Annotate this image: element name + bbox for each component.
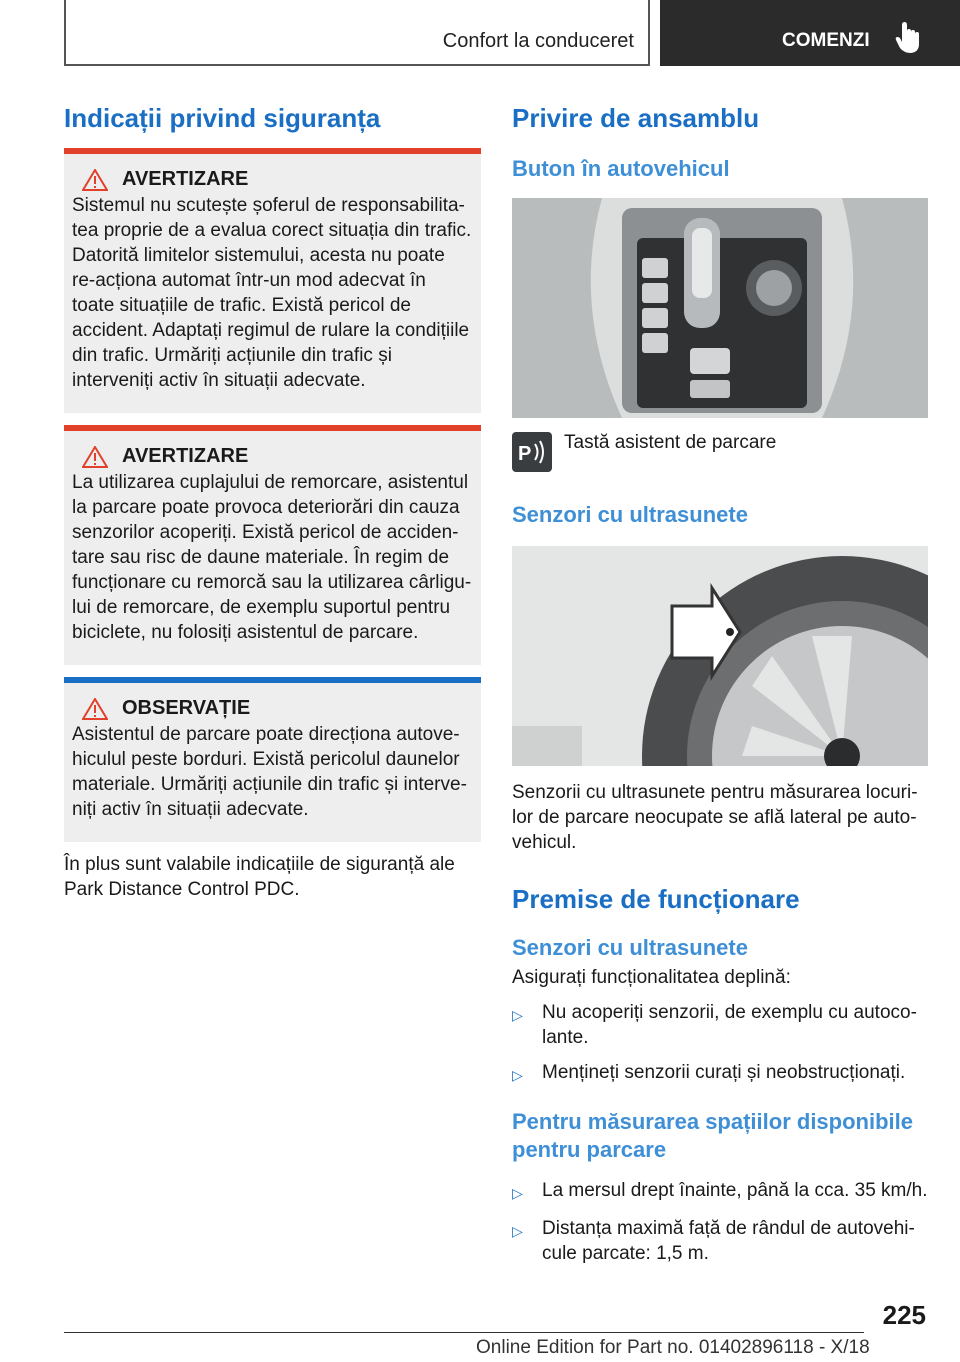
triangle-bullet-icon: ▷ bbox=[512, 1007, 523, 1023]
footer-divider bbox=[64, 1332, 864, 1333]
triangle-bullet-icon: ▷ bbox=[512, 1067, 523, 1083]
list-item-text: La mersul drept înainte, până la cca. 35 km/h. bbox=[542, 1180, 928, 1201]
sensors-description: Senzorii cu ultrasunete pentru măsurarea locuri-lor de parcare neocupate se află lateral pe auto-vehicul. bbox=[512, 782, 918, 853]
warning-label: AVERTIZARE bbox=[122, 445, 249, 467]
warning-box-2 bbox=[64, 425, 481, 665]
warning-box-1 bbox=[64, 148, 481, 413]
svg-text:P: P bbox=[518, 443, 532, 465]
list-item bbox=[512, 1060, 928, 1088]
conditions-title: Premise de funcționare bbox=[512, 884, 800, 914]
header-section-label: Confort la conduceret bbox=[442, 30, 634, 52]
safety-title: Indicații privind siguranța bbox=[64, 103, 381, 133]
note-label: OBSERVAȚIE bbox=[122, 697, 251, 719]
note-triangle-icon bbox=[82, 698, 108, 720]
note-header bbox=[82, 697, 473, 720]
warning-triangle-icon bbox=[82, 169, 108, 191]
note-box bbox=[64, 677, 481, 842]
list-item bbox=[512, 1000, 928, 1050]
additional-safety-text: În plus sunt valabile indicațiile de siguranță ale Park Distance Control PDC. bbox=[64, 854, 455, 900]
warning-text: La utilizarea cuplajului de remorcare, asistentul la parcare poate provoca deteriorări din cauza senzorilor acoperiți. Există pericol de acciden-tare sau risc de daune materiale. În regim de funcționare cu remorcă sau la utilizarea cârligu-lui de remorcare, de exemplu suportul pentru biciclete, nu folosiți asistentul de parcare. bbox=[72, 472, 472, 643]
footer-edition: Online Edition for Part no. 01402896118 - X/18 bbox=[476, 1337, 870, 1358]
wheel-sensor-photo bbox=[512, 546, 928, 766]
parking-assistant-button-icon bbox=[512, 432, 552, 472]
wheel-sensor-illustration bbox=[512, 546, 928, 766]
header-chapter-tab bbox=[660, 0, 960, 66]
warning-header bbox=[82, 445, 473, 468]
header-chapter-label: COMENZI bbox=[782, 30, 870, 51]
list-item bbox=[512, 1178, 928, 1206]
button-caption: Tastă asistent de parcare bbox=[564, 432, 777, 453]
center-console-photo bbox=[512, 198, 928, 418]
sensors-subtitle: Senzori cu ultrasunete bbox=[512, 502, 748, 527]
list-item bbox=[512, 1216, 928, 1266]
page-number: 225 bbox=[882, 1300, 926, 1330]
triangle-bullet-icon: ▷ bbox=[512, 1223, 523, 1239]
left-column bbox=[64, 100, 481, 902]
right-column bbox=[512, 100, 928, 1266]
list-item-text: Nu acoperiți senzorii, de exemplu cu autoco-lante. bbox=[542, 1002, 917, 1048]
triangle-bullet-icon: ▷ bbox=[512, 1185, 523, 1201]
ensure-text: Asigurați funcționalitatea deplină: bbox=[512, 967, 791, 988]
list-item-text: Mențineți senzorii curați și neobstrucționați. bbox=[542, 1062, 906, 1083]
warning-header bbox=[82, 168, 473, 191]
list-item-text: Distanța maximă față de rândul de autovehi-cule parcate: 1,5 m. bbox=[542, 1218, 915, 1264]
overview-title: Privire de ansamblu bbox=[512, 103, 760, 133]
warning-label: AVERTIZARE bbox=[122, 168, 249, 190]
warning-triangle-icon bbox=[82, 446, 108, 468]
header-section-tab bbox=[64, 0, 650, 66]
warning-text: Sistemul nu scutește șoferul de responsabilita-tea proprie de a evalua corect situația din trafic. Datorită limitelor sistemului, acesta nu poate re-acționa automat într-un mod adecvat în toate situațiile de trafic. Există pericol de accident. Adaptați regimul de rulare la condițiile din trafic. Urmăriți acțiunile din trafic și interveniți activ în situații adecvate. bbox=[72, 195, 472, 391]
note-text: Asistentul de parcare poate direcționa autove-hiculul peste borduri. Există pericolul daunelor materiale. Urmăriți acțiunile din trafic și interve-niți activ în situații adecvate. bbox=[72, 724, 467, 820]
pointing-hand-icon bbox=[894, 22, 924, 54]
sensors-subtitle-2: Senzori cu ultrasunete bbox=[512, 935, 748, 960]
button-subtitle: Buton în autovehicul bbox=[512, 156, 730, 181]
button-caption-row bbox=[512, 432, 928, 472]
measurement-subtitle: Pentru măsurarea spațiilor disponibile pentru parcare bbox=[512, 1109, 913, 1162]
center-console-illustration bbox=[512, 198, 928, 418]
